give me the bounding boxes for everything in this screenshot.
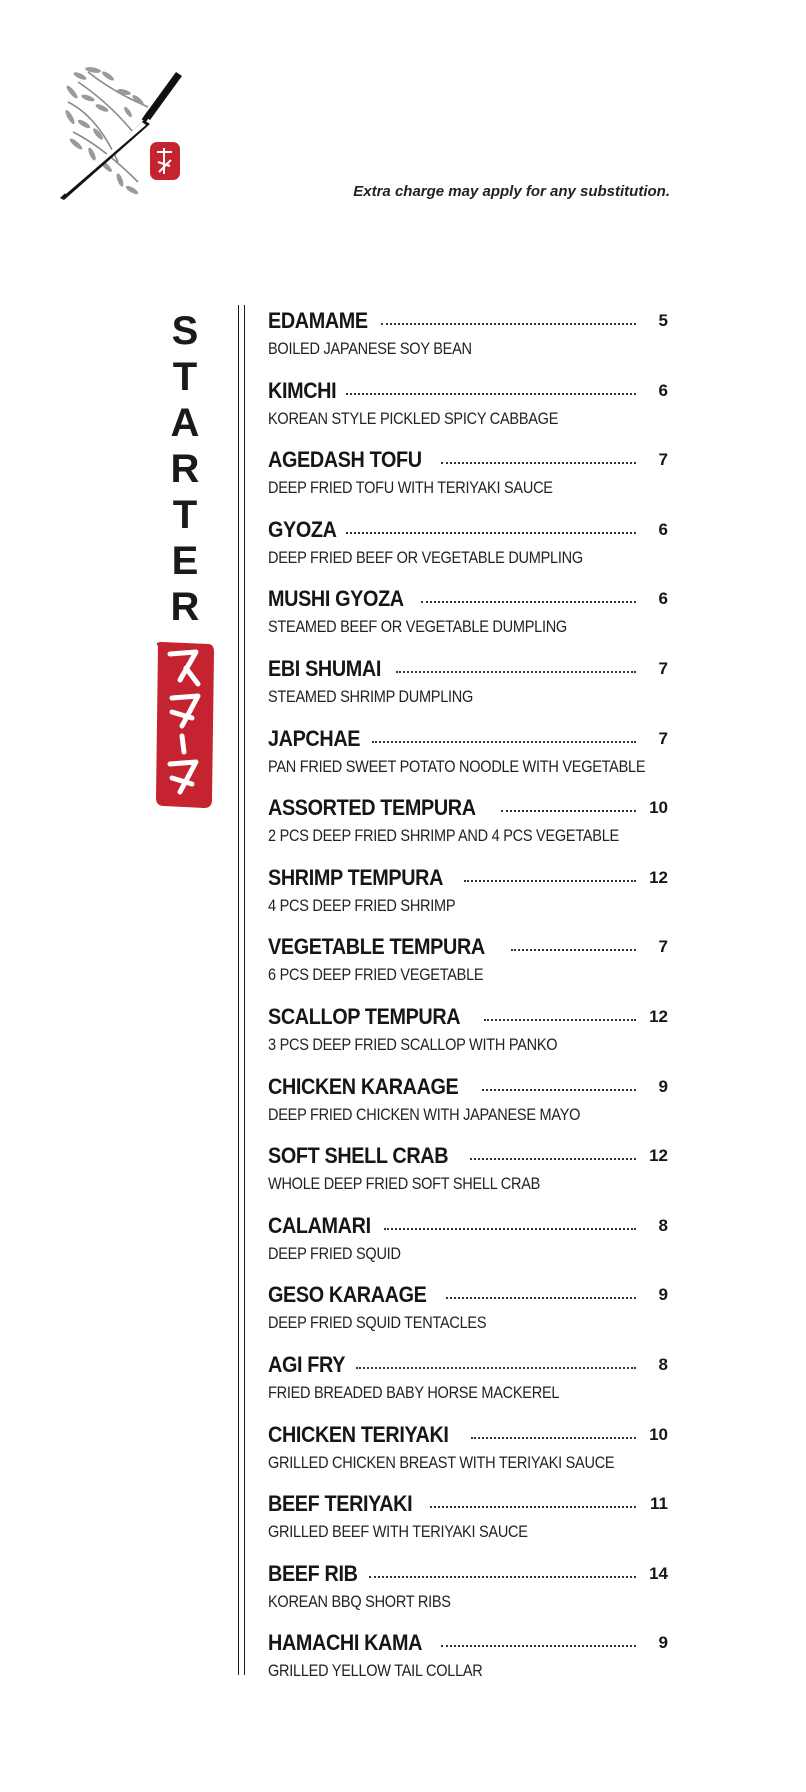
section-title-letter: A <box>170 401 200 445</box>
item-price: 6 <box>658 380 668 400</box>
item-description: DEEP FRIED SQUID <box>268 1244 401 1263</box>
item-price: 12 <box>649 1146 668 1166</box>
item-price: 12 <box>649 867 668 887</box>
item-name: CHICKEN KARAAGE <box>268 1073 459 1099</box>
dot-leader <box>381 323 636 325</box>
dot-leader <box>430 1506 636 1508</box>
item-description: STEAMED SHRIMP DUMPLING <box>268 687 474 706</box>
item-price: 10 <box>649 1424 668 1444</box>
dot-leader <box>484 1019 636 1021</box>
japanese-kana-stamp-icon <box>152 640 216 810</box>
item-price: 7 <box>658 450 668 470</box>
restaurant-logo <box>58 62 208 207</box>
item-name: GESO KARAAGE <box>268 1282 427 1308</box>
menu-item <box>268 584 668 654</box>
starter-menu-list <box>268 306 668 1698</box>
item-description: GRILLED YELLOW TAIL COLLAR <box>268 1662 483 1681</box>
item-price: 12 <box>649 1006 668 1026</box>
dot-leader <box>441 462 636 464</box>
dot-leader <box>356 1367 636 1369</box>
menu-item <box>268 863 668 933</box>
dot-leader <box>470 1158 636 1160</box>
item-description: PAN FRIED SWEET POTATO NOODLE WITH VEGETABLE <box>268 757 646 776</box>
item-name: MUSHI GYOZA <box>268 586 404 612</box>
item-name: BEEF TERIYAKI <box>268 1491 413 1517</box>
dot-leader <box>384 1228 636 1230</box>
item-price: 7 <box>658 658 668 678</box>
item-name: VEGETABLE TEMPURA <box>268 934 485 960</box>
item-name: KIMCHI <box>268 377 337 403</box>
dot-leader <box>346 532 636 534</box>
item-name: CHICKEN TERIYAKI <box>268 1421 449 1447</box>
section-title-letter: R <box>170 447 200 491</box>
item-name: AGEDASH TOFU <box>268 447 422 473</box>
item-description: GRILLED BEEF WITH TERIYAKI SAUCE <box>268 1523 528 1542</box>
item-name: BEEF RIB <box>268 1560 358 1586</box>
menu-item <box>268 793 668 863</box>
divider-line <box>238 305 239 1675</box>
menu-item <box>268 1002 668 1072</box>
item-name: EBI SHUMAI <box>268 655 382 681</box>
section-title-letter: E <box>171 539 199 583</box>
dot-leader <box>372 741 636 743</box>
dot-leader <box>471 1437 636 1439</box>
bamboo-knife-icon <box>58 62 208 207</box>
item-description: 3 PCS DEEP FRIED SCALLOP WITH PANKO <box>268 1035 558 1054</box>
item-price: 7 <box>658 728 668 748</box>
item-description: DEEP FRIED BEEF OR VEGETABLE DUMPLING <box>268 548 583 567</box>
item-description: DEEP FRIED SQUID TENTACLES <box>268 1314 487 1333</box>
menu-item <box>268 445 668 515</box>
item-description: 2 PCS DEEP FRIED SHRIMP AND 4 PCS VEGETABLE <box>268 827 619 846</box>
item-description: STEAMED BEEF OR VEGETABLE DUMPLING <box>268 618 567 637</box>
menu-item <box>268 1350 668 1420</box>
menu-item <box>268 1489 668 1559</box>
item-price: 7 <box>658 937 668 957</box>
item-price: 14 <box>649 1563 668 1583</box>
item-description: DEEP FRIED TOFU WITH TERIYAKI SAUCE <box>268 479 553 498</box>
item-name: EDAMAME <box>268 308 368 333</box>
item-name: CALAMARI <box>268 1212 371 1238</box>
item-name: GYOZA <box>268 516 337 542</box>
section-title-letter: T <box>172 355 198 399</box>
item-price: 8 <box>658 1215 668 1235</box>
menu-item <box>268 1280 668 1350</box>
dot-leader <box>446 1297 636 1299</box>
menu-item <box>268 376 668 446</box>
item-price: 9 <box>658 1633 668 1653</box>
menu-item <box>268 724 668 794</box>
menu-item <box>268 1211 668 1281</box>
item-description: DEEP FRIED CHICKEN WITH JAPANESE MAYO <box>268 1105 581 1124</box>
menu-item <box>268 1559 668 1629</box>
item-description: FRIED BREADED BABY HORSE MACKEREL <box>268 1383 560 1402</box>
item-price: 8 <box>658 1354 668 1374</box>
dot-leader <box>346 393 636 395</box>
item-price: 6 <box>658 589 668 609</box>
item-price: 9 <box>658 1076 668 1096</box>
section-title-letter: R <box>170 585 200 629</box>
section-title-letter: S <box>171 309 199 353</box>
item-price: 9 <box>658 1285 668 1305</box>
menu-item <box>268 1141 668 1211</box>
dot-leader <box>421 601 636 603</box>
item-price: 5 <box>658 311 668 330</box>
menu-item <box>268 306 668 376</box>
item-description: KOREAN BBQ SHORT RIBS <box>268 1592 451 1611</box>
menu-item <box>268 1072 668 1142</box>
item-name: JAPCHAE <box>268 725 361 751</box>
item-name: AGI FRY <box>268 1351 346 1377</box>
dot-leader <box>396 671 636 673</box>
dot-leader <box>464 880 636 882</box>
item-name: HAMACHI KAMA <box>268 1630 423 1656</box>
menu-item <box>268 932 668 1002</box>
kana-stamp <box>152 640 216 810</box>
item-name: SCALLOP TEMPURA <box>268 1003 461 1029</box>
menu-item <box>268 654 668 724</box>
menu-item <box>268 1628 668 1698</box>
dot-leader <box>482 1089 636 1091</box>
item-description: 6 PCS DEEP FRIED VEGETABLE <box>268 966 484 985</box>
dot-leader <box>501 810 636 812</box>
item-description: 4 PCS DEEP FRIED SHRIMP <box>268 896 456 915</box>
item-description: BOILED JAPANESE SOY BEAN <box>268 340 472 358</box>
dot-leader <box>441 1645 636 1647</box>
section-title-starter <box>160 308 210 630</box>
section-title-letter: T <box>172 493 198 537</box>
dot-leader <box>511 949 636 951</box>
item-name: SHRIMP TEMPURA <box>268 864 444 890</box>
item-price: 11 <box>650 1494 668 1514</box>
divider-line <box>244 305 245 1675</box>
item-description: WHOLE DEEP FRIED SOFT SHELL CRAB <box>268 1175 541 1194</box>
item-name: SOFT SHELL CRAB <box>268 1143 449 1169</box>
menu-item <box>268 515 668 585</box>
substitution-notice: Extra charge may apply for any substitution. <box>353 183 670 200</box>
item-price: 6 <box>658 519 668 539</box>
item-name: ASSORTED TEMPURA <box>268 795 476 821</box>
item-price: 10 <box>649 798 668 818</box>
dot-leader <box>369 1576 636 1578</box>
item-description: GRILLED CHICKEN BREAST WITH TERIYAKI SAUCE <box>268 1453 615 1472</box>
menu-item <box>268 1420 668 1490</box>
item-description: KOREAN STYLE PICKLED SPICY CABBAGE <box>268 409 559 428</box>
